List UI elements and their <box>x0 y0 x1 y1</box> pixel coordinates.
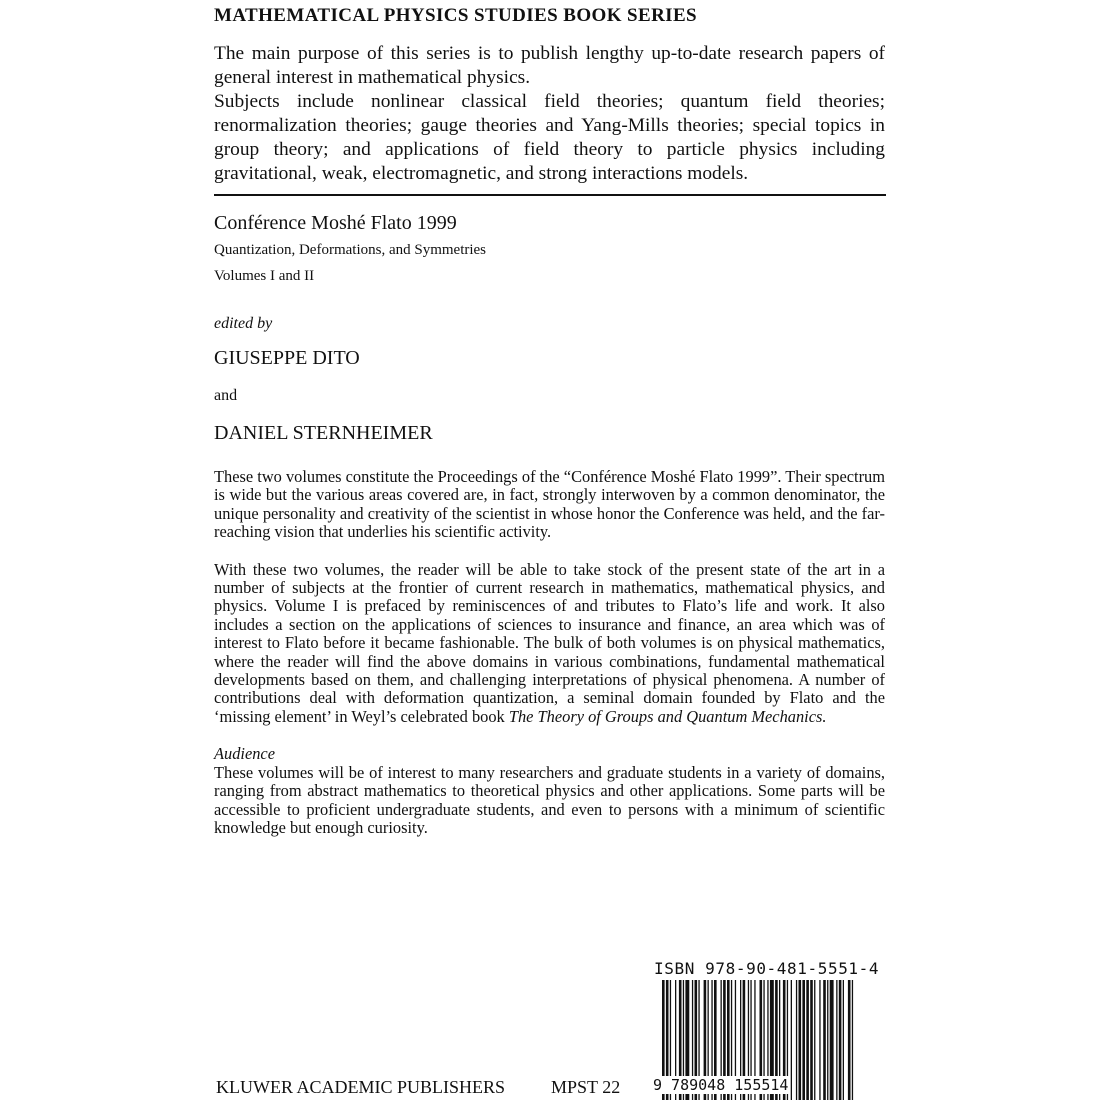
description-paragraph <box>214 561 885 727</box>
series-purpose: The main purpose of this series is to publish lengthy up-to-date research papers of general interest in mathematical physics. <box>214 43 885 88</box>
book-volumes: Volumes I and II <box>214 268 315 284</box>
description-paragraph: These two volumes constitute the Proceedings of the “Conférence Moshé Flato 1999”. Their spectrum is wide but the various areas covered are, in fact, strongly interwoven by a common denominator, the unique personality and creativity of the scientist in whose honor the Conference was held, and the far-reaching vision that underlies his scientific activity. <box>214 467 885 542</box>
editor-name: DANIEL STERNHEIMER <box>214 422 433 444</box>
series-description <box>214 42 885 186</box>
edited-by-label: edited by <box>214 315 273 332</box>
editor-name: GIUSEPPE DITO <box>214 347 360 369</box>
series-code: MPST 22 <box>551 1077 621 1097</box>
referenced-book-title: The Theory of Groups and Quantum Mechanics. <box>508 706 827 726</box>
horizontal-rule <box>214 194 886 196</box>
back-cover <box>214 0 886 1101</box>
audience-heading: Audience <box>214 744 275 764</box>
book-description <box>214 468 885 837</box>
book-title: Conférence Moshé Flato 1999 <box>214 212 457 234</box>
publisher-name: KLUWER ACADEMIC PUBLISHERS <box>216 1077 506 1097</box>
series-subjects: Subjects include nonlinear classical field theories; quantum field theories; renormalization theories; gauge theories and Yang-Mills theories; special topics in group theory; and applications of field theory to particle physics including gravitational, weak, electromagnetic, and strong interactions models. <box>214 91 885 184</box>
description-text: With these two volumes, the reader will be able to take stock of the present state of the art in a number of subjects at the frontier of current research in mathematics, mathematical physics, and physics. Volume I is prefaced by reminiscences of and tributes to Flato’s life and work. It also includes a section on the applications of sciences to insurance and finance, an area which was of interest to Flato before it became fashionable. The bulk of both volumes is on physical mathematics, where the reader will find the above domains in various combinations, fundamental mathematical developments based on them, and challenging interpretations of physical phenomena. A number of contributions deal with deformation quantization, a seminal domain founded by Flato and the ‘missing element’ in Weyl’s celebrated book <box>214 559 885 726</box>
book-subtitle: Quantization, Deformations, and Symmetries <box>214 242 487 258</box>
series-title: MATHEMATICAL PHYSICS STUDIES BOOK SERIES <box>214 5 698 26</box>
isbn-label: ISBN 978-90-481-5551-4 <box>654 959 880 978</box>
audience-paragraph: These volumes will be of interest to many researchers and graduate students in a variety of domains, ranging from abstract mathematics to theoretical physics and other applications. Some parts will be accessible to proficient undergraduate students, and even to persons with a minimum of scientific knowledge but enough curiosity. <box>214 762 885 837</box>
and-conjunction: and <box>214 387 238 404</box>
barcode-digits: 9 789048 155514 <box>653 1076 789 1094</box>
